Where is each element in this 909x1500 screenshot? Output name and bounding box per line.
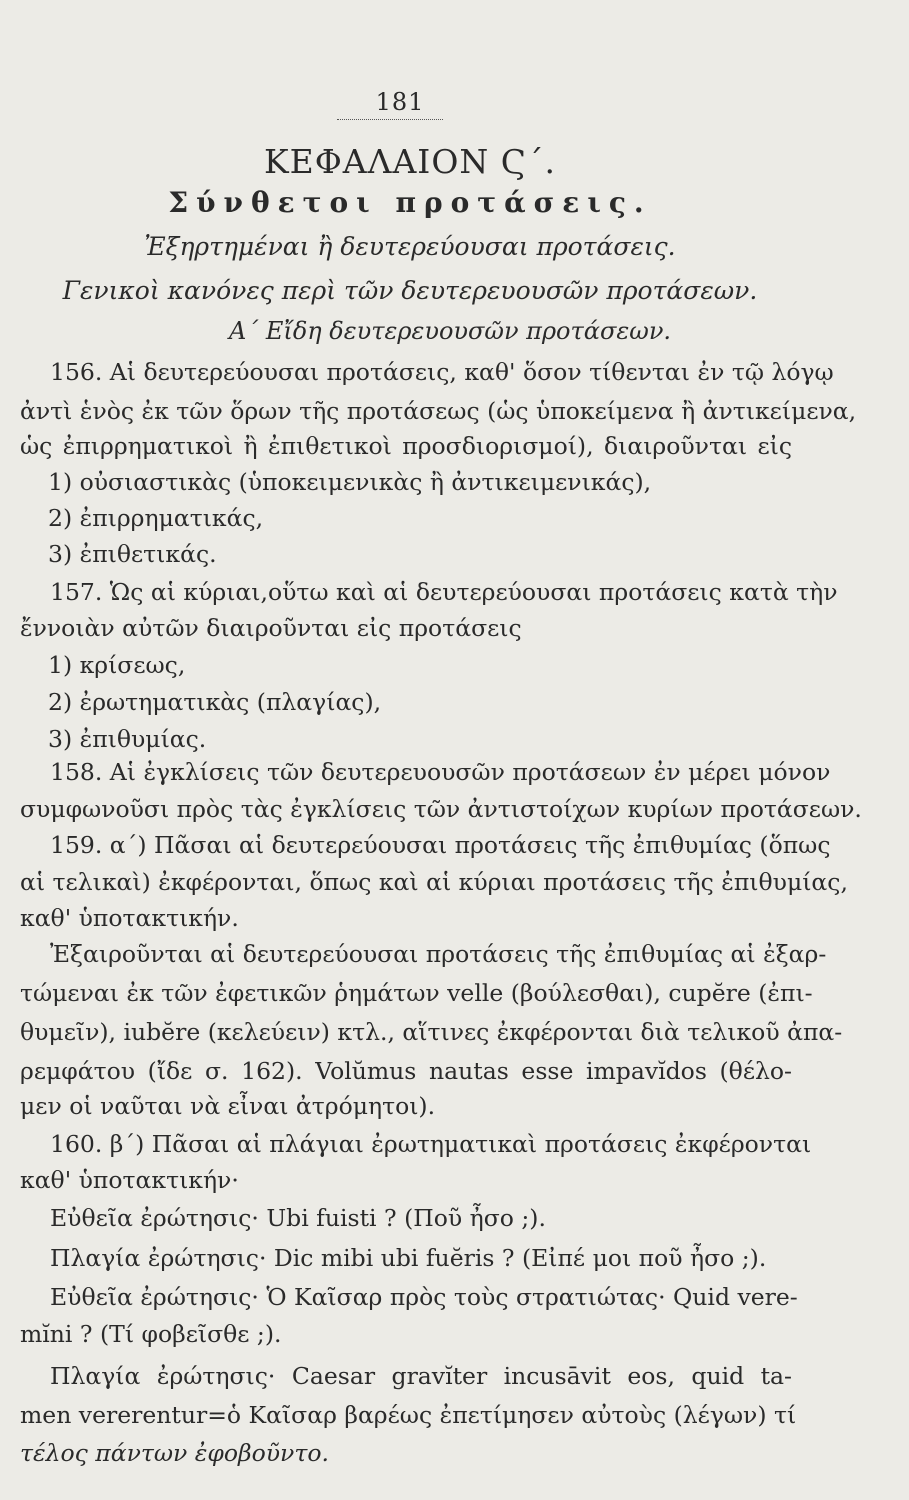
example-line: Πλαγία ἐρώτησις· Dic mibi ubi fuĕris ? (Εἰπέ μοι ποῦ ἦσο ;).: [50, 1244, 767, 1272]
text-line: 157. Ὡς αἱ κύριαι,οὕτω καὶ αἱ δευτερεύουσαι προτάσεις κατὰ τὴν: [50, 578, 838, 606]
heading-dependent-clauses: Ἐξηρτημέναι ἢ δευτερεύουσαι προτάσεις.: [144, 232, 676, 261]
example-line: Πλαγία ἐρώτησις· Caesar gravĭter incusāvit eos, quid ta-: [50, 1362, 792, 1390]
example-line: Εὐθεῖα ἐρώτησις· Ὁ Καῖσαρ πρὸς τοὺς στρατιώτας· Quid vere-: [50, 1283, 798, 1311]
text-line: ὡς ἐπιρρηματικοὶ ἢ ἐπιθετικοὶ προσδιορισμοί), διαιροῦνται εἰς: [20, 432, 792, 460]
text-line: ἀντὶ ἑνὸς ἐκ τῶν ὅρων τῆς προτάσεως (ὡς ὑποκείμενα ἢ ἀντικείμενα,: [20, 397, 857, 425]
list-item: 1) κρίσεως,: [48, 651, 186, 679]
chapter-title: ΚΕΦΑΛΑΙΟΝ Ϛ΄.: [264, 142, 556, 181]
list-item: 3) ἐπιθυμίας.: [48, 725, 207, 753]
list-item: 2) ἐπιρρηματικάς,: [48, 504, 264, 532]
example-line: τέλος πάντων ἐφοβοῦντο.: [20, 1439, 329, 1467]
text-line: 159. α΄) Πᾶσαι αἱ δευτερεύουσαι προτάσεις τῆς ἐπιθυμίας (ὅπως: [50, 831, 831, 859]
text-line: τώμεναι ἐκ τῶν ἐφετικῶν ῥημάτων velle (βούλεσθαι), cupĕre (ἐπι-: [20, 979, 813, 1007]
page-number: 181: [375, 88, 425, 116]
heading-general-rules: Γενικοὶ κανόνες περὶ τῶν δευτερευουσῶν προτάσεων.: [62, 276, 758, 305]
section-subtitle: Σύνθετοι προτάσεις.: [168, 186, 652, 219]
text-line: καθ' ὑποτακτικήν.: [20, 904, 239, 932]
text-line: 156. Αἱ δευτερεύουσαι προτάσεις, καθ' ὅσον τίθενται ἐν τῷ λόγῳ: [50, 358, 834, 386]
text-line: αἱ τελικαὶ) ἐκφέρονται, ὅπως καὶ αἱ κύριαι προτάσεις τῆς ἐπιθυμίας,: [20, 868, 848, 896]
list-item: 2) ἐρωτηματικὰς (πλαγίας),: [48, 688, 382, 716]
example-line: Εὐθεῖα ἐρώτησις· Ubi fuisti ? (Ποῦ ἦσο ;).: [50, 1204, 546, 1232]
example-line: men vererentur=ὁ Καῖσαρ βαρέως ἐπετίμησεν αὐτοὺς (λέγων) τί: [20, 1401, 797, 1429]
heading-types: Α΄ Εἴδη δευτερευουσῶν προτάσεων.: [228, 317, 672, 345]
example-line: mĭni ? (Τί φοβεῖσθε ;).: [20, 1320, 282, 1348]
list-item: 3) ἐπιθετικάς.: [48, 540, 217, 568]
text-line: ρεμφάτου (ἴδε σ. 162). Volŭmus nautas esse impavĭdos (θέλο-: [20, 1057, 792, 1085]
text-line: 160. β΄) Πᾶσαι αἱ πλάγιαι ἐρωτηματικαὶ προτάσεις ἐκφέρονται: [50, 1130, 812, 1158]
text-line: ἔννοιὰν αὐτῶν διαιροῦνται εἰς προτάσεις: [20, 614, 522, 642]
text-line: συμφωνοῦσι πρὸς τὰς ἐγκλίσεις τῶν ἀντιστοίχων κυρίων προτάσεων.: [20, 795, 862, 823]
list-item: 1) οὐσιαστικὰς (ὑποκειμενικὰς ἢ ἀντικειμενικάς),: [48, 468, 652, 496]
page-number-rule: [337, 119, 443, 120]
text-line: 158. Αἱ ἐγκλίσεις τῶν δευτερευουσῶν προτάσεων ἐν μέρει μόνον: [50, 758, 831, 786]
text-line: Ἐξαιροῦνται αἱ δευτερεύουσαι προτάσεις τῆς ἐπιθυμίας αἱ ἐξαρ-: [50, 940, 827, 968]
text-line: θυμεῖν), iubĕre (κελεύειν) κτλ., αἵτινες ἐκφέρονται διὰ τελικοῦ ἀπα-: [20, 1018, 843, 1046]
text-line: μεν οἱ ναῦται νὰ εἶναι ἀτρόμητοι).: [20, 1092, 436, 1120]
text-line: καθ' ὑποτακτικήν·: [20, 1166, 239, 1194]
